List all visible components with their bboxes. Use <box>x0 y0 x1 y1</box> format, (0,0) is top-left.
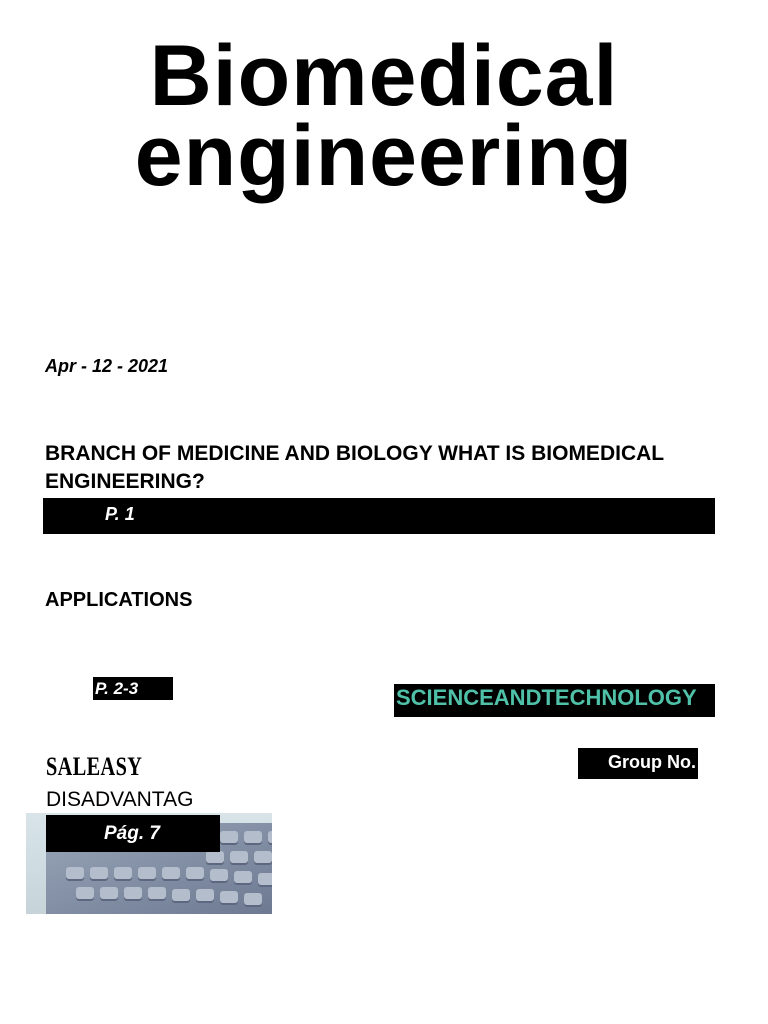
keyboard-key <box>124 887 142 899</box>
keyboard-key <box>206 851 224 863</box>
keyboard-key <box>66 867 84 879</box>
keyboard-key <box>220 891 238 903</box>
keyboard-key <box>244 893 262 905</box>
section-heading-applications: APPLICATIONS <box>45 589 193 611</box>
keyboard-key <box>268 831 272 843</box>
keyboard-photo <box>26 813 272 914</box>
keyboard-key <box>186 867 204 879</box>
title-line-2: engineering <box>134 108 634 204</box>
science-technology-label: SCIENCEANDTECHNOLOGY <box>394 684 715 717</box>
keyboard-key <box>254 851 272 863</box>
keyboard-key <box>258 873 272 885</box>
keyboard-key <box>90 867 108 879</box>
page-bar-1 <box>43 498 715 534</box>
keyboard-key <box>196 889 214 901</box>
page-label-7: Pág. 7 <box>46 815 220 852</box>
keyboard-key <box>210 869 228 881</box>
keyboard-key <box>162 867 180 879</box>
keyboard-key <box>234 871 252 883</box>
keyboard-key <box>172 889 190 901</box>
keyboard-key <box>220 831 238 843</box>
keyboard-key <box>244 831 262 843</box>
page-label-2-3: P. 2-3 <box>93 677 173 700</box>
keyboard-key <box>76 887 94 899</box>
document-title <box>0 28 768 204</box>
disadvantages-heading: DISADVANTAG <box>46 788 194 811</box>
document-date: Apr - 12 - 2021 <box>45 356 169 376</box>
title-line-1: Biomedical <box>149 28 619 124</box>
keyboard-key <box>148 887 166 899</box>
keyboard-key <box>138 867 156 879</box>
keyboard-key <box>100 887 118 899</box>
section-heading-definition: BRANCH OF MEDICINE AND BIOLOGY WHAT IS BIOMEDICAL ENGINEERING? <box>45 442 664 493</box>
page-label-1: P. 1 <box>105 504 135 524</box>
keyboard-key <box>114 867 132 879</box>
brand-logo-text: SALEASY <box>46 752 143 781</box>
keyboard-key <box>230 851 248 863</box>
group-number-label: Group No. <box>578 748 698 779</box>
